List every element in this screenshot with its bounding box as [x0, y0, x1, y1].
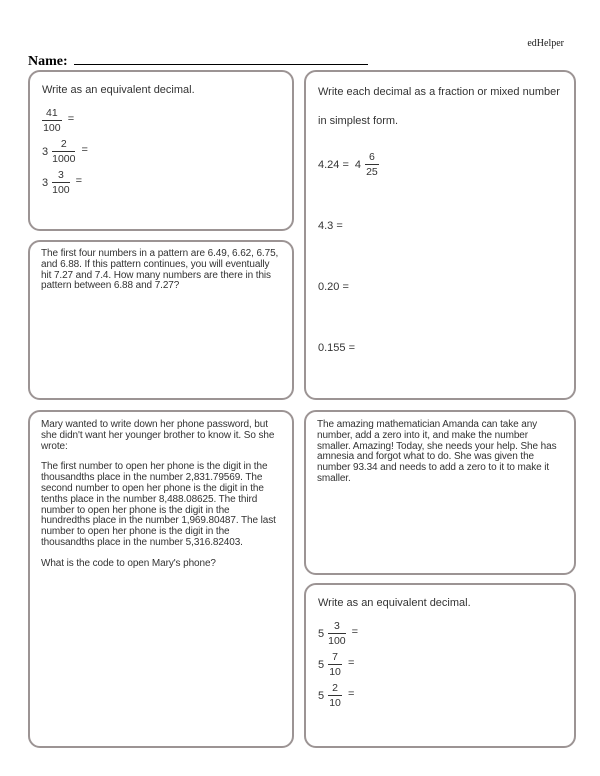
- numerator: 3: [328, 621, 346, 635]
- denominator: 100: [43, 122, 61, 134]
- problem-text: The first four numbers in a pattern are 6.49, 6.62, 6.75, and 6.88. If this pattern continues, you will eventually hit 7.27 and 7.4. How many numbers are there in this pattern between 6.88 and 7.27?: [41, 248, 279, 292]
- problem-prompt: Write as an equivalent decimal.: [42, 84, 195, 96]
- denominator: 1000: [52, 153, 76, 165]
- equals-sign: =: [81, 143, 88, 156]
- whole-number: 3: [42, 145, 49, 158]
- numerator: 2: [52, 139, 75, 153]
- name-label: Name:: [28, 54, 68, 69]
- name-row: [28, 51, 368, 70]
- fraction: [328, 683, 342, 709]
- equals-sign: =: [347, 656, 355, 669]
- fraction: [365, 152, 379, 178]
- whole-number: 5: [318, 627, 325, 640]
- numerator: 6: [365, 152, 379, 166]
- problem-label: 4.24 =: [318, 158, 349, 171]
- problem-box-number-pattern: [28, 240, 294, 400]
- fraction: [52, 170, 70, 196]
- problem-row: [318, 618, 562, 649]
- mixed-number: [318, 621, 346, 647]
- whole-number: 5: [318, 689, 325, 702]
- equals-sign: =: [67, 112, 75, 125]
- problem-box-equivalent-decimal-2: [304, 583, 576, 748]
- numerator: 2: [328, 683, 342, 697]
- denominator: 25: [366, 166, 378, 178]
- problem-row: [318, 256, 562, 317]
- problem-prompt: Write as an equivalent decimal.: [318, 597, 471, 609]
- fraction: [52, 139, 75, 165]
- equals-sign: =: [75, 174, 83, 187]
- problem-box-decimal-to-fraction: [304, 70, 576, 400]
- numerator: 3: [52, 170, 70, 184]
- denominator: 100: [328, 635, 346, 647]
- problem-text: What is the code to open Mary's phone?: [41, 557, 216, 569]
- numerator: 7: [328, 652, 342, 666]
- problem-text: Mary wanted to write down her phone password, but she didn't want her younger brother to know it. So she wrote:: [41, 419, 275, 452]
- fraction-problem-list: [318, 618, 562, 711]
- mixed-number: [355, 152, 379, 178]
- problem-row: [318, 317, 562, 378]
- equals-sign: =: [347, 687, 355, 700]
- fraction: [328, 621, 346, 647]
- denominator: 10: [329, 666, 341, 678]
- problem-row: [318, 195, 562, 256]
- problem-row: [318, 134, 562, 195]
- problem-row: [42, 167, 280, 198]
- whole-number: 5: [318, 658, 325, 671]
- numerator: 41: [42, 108, 62, 122]
- problem-paragraphs: [41, 420, 281, 570]
- mixed-number: [42, 170, 70, 196]
- edhelper-logo-text: edHelper: [527, 38, 564, 49]
- fraction: [42, 108, 62, 134]
- conversion-problem-list: [318, 134, 562, 378]
- name-blank-line: [74, 51, 368, 65]
- whole-number: 4: [354, 158, 362, 171]
- fraction: [328, 652, 342, 678]
- problem-box-phone-password: [28, 410, 294, 748]
- problem-prompt-line1: Write each decimal as a fraction or mixed number: [318, 86, 560, 98]
- problem-label: 4.3 =: [318, 219, 343, 232]
- problem-row: [42, 105, 280, 136]
- problem-label: 0.20 =: [318, 280, 349, 293]
- problem-row: [42, 136, 280, 167]
- problem-prompt-line2: in simplest form.: [318, 115, 399, 127]
- problem-text: The first number to open her phone is the digit in the thousandths place in the number 2,831.79569. The second number to open her phone is the digit in the tenths place in the number 8,488.08625. The third number to open her phone is the digit in the hundredths place in the number 1,969.80487. The last number to open her phone is the digit in the thousandths place in the number 5,316.82403.: [41, 461, 276, 548]
- problem-row: [318, 680, 562, 711]
- whole-number: 3: [42, 176, 49, 189]
- mixed-number: [318, 683, 342, 709]
- equals-sign: =: [351, 625, 359, 638]
- mixed-number: [318, 652, 342, 678]
- mixed-number: [42, 108, 62, 134]
- problem-box-equivalent-decimal-1: [28, 70, 294, 231]
- denominator: 10: [329, 697, 341, 709]
- fraction-problem-list: [42, 105, 280, 198]
- mixed-number: [42, 139, 75, 165]
- denominator: 100: [52, 184, 70, 196]
- problem-box-amanda-zero: [304, 410, 576, 575]
- problem-row: [318, 649, 562, 680]
- problem-text: The amazing mathematician Amanda can take any number, add a zero into it, and make the number smaller. Amazing! Today, she needs your help. She has amnesia and forgot what to do. She was given the number 93.34 and needs to add a zero to it to make it smaller.: [317, 419, 557, 484]
- problem-label: 0.155 =: [318, 341, 356, 354]
